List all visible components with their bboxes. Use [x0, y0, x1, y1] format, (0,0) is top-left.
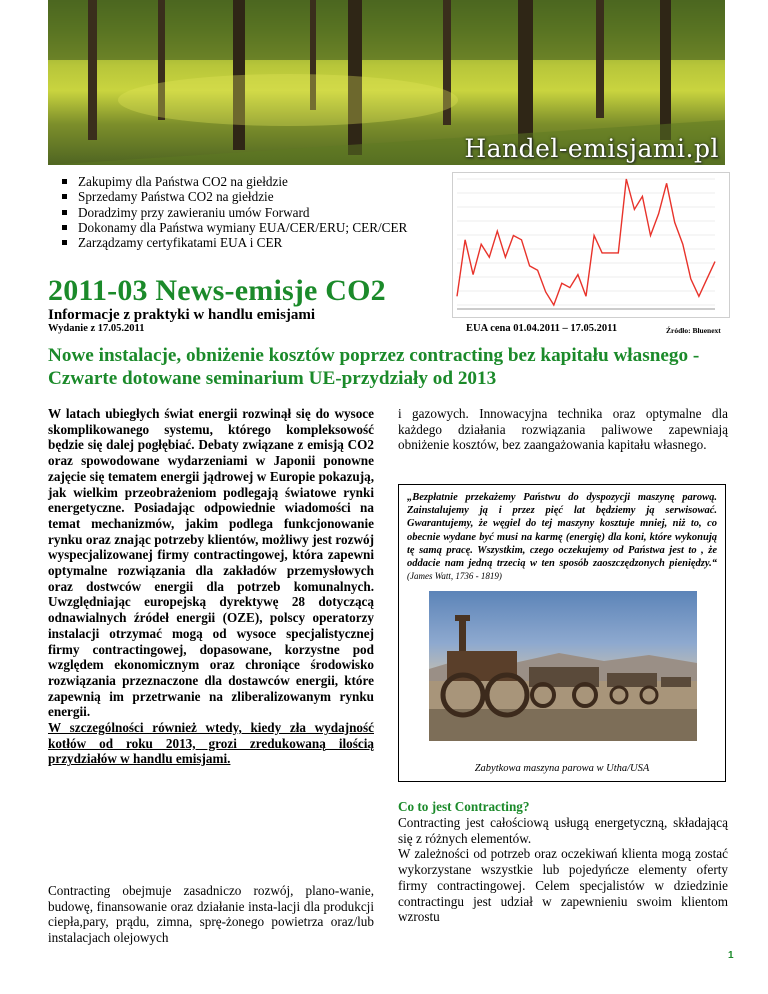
header-banner — [48, 0, 725, 165]
list-item: Zarządzamy certyfikatami EUA i CER — [62, 235, 462, 250]
price-chart-svg — [453, 173, 729, 317]
list-item: Doradzimy przy zawieraniu umów Forward — [62, 205, 462, 220]
contracting-paragraph: Contracting obejmuje zasadniczo rozwój, plano-wanie, budowę, finansowanie oraz działanie insta-lacji dla produkcji ciepła,pary, prądu, zimna, sprę-żonego powietrza oraz/lub instalacjach olejowych — [48, 883, 374, 946]
list-item: Zakupimy dla Państwa CO2 na giełdzie — [62, 174, 462, 189]
right-intro-paragraph: i gazowych. Innowacyjna technika oraz optymalne dla każdego działania rozwiązania paliwowe zapewniają obniżenie kosztów, bez zaangażowania kapitału własnego. — [398, 406, 728, 453]
page-subtitle: Informacje z praktyki w handlu emisjami — [48, 307, 316, 323]
section-heading: Co to jest Contracting? — [398, 799, 530, 814]
steam-engine-illustration — [429, 591, 697, 741]
steam-engine-photo — [429, 591, 697, 741]
photo-caption: Zabytkowa maszyna parowa w Utha/USA — [474, 763, 650, 774]
edition-date: Wydanie z 17.05.2011 — [48, 323, 145, 334]
page-title: 2011-03 News-emisje CO2 — [48, 274, 386, 307]
section-paragraph: W zależności od potrzeb oraz oczekiwań klienta mogą zostać wykorzystane wszystkie lub pojedyńcze elementy oferty firmy contractingowej. Celem specjalistów w dziedzinie contractingu jest udział w zapewnieniu swoim klientom wzrostu — [398, 846, 728, 925]
chart-caption: EUA cena 01.04.2011 – 17.05.2011 — [466, 323, 618, 334]
intro-paragraph: W latach ubiegłych świat energii rozwinął się do wysoce skomplikowanego systemu, którego kompleksowość będzie się dalej pogłębiać. Debaty związane z emisją CO2 oraz spowodowane wydarzeniami w Japonii ponowne zajęcie się tematem energii jądrowej w Europie pokazują, jak wielkim przeobrażeniom podlegają światowe rynki energetyczne. Posiadając odpowiednie wiadomości na temat mechanizmów, jakim podlega funkcjonowanie rynku oraz znając potrzeby klientów, możliwy jest rozwój wyspecjalizowanej firmy contractingowej, która zapewni optymalne rozwiązania dla zakładów przemysłowych oraz dostwców energii dla potrzeb komunalnych. Uwzględniając europejską dyrektywę 28 dotyczącą odnawialnych źródeł energii (OZE), polscy operatorzy instalacji otrzymać mogą od wysoce specjalistycznej firmy contractingowej, dopasowane, korzystne pod względem ekonomicznym oraz chroniące środowisko rozwiązania przeznaczone dla dostawców energii, które zapewnią im przetrwanie na zliberalizowanym rynku energii. — [48, 406, 374, 720]
chart-source: Źródło: Bluenext — [666, 326, 721, 335]
price-chart — [452, 172, 730, 318]
price-series-line — [457, 179, 715, 305]
quote-author: (James Watt, 1736 - 1819) — [407, 571, 502, 582]
page-number: 1 — [728, 950, 734, 961]
quote-box — [398, 484, 726, 782]
quote-text — [407, 491, 717, 583]
article-headline: Nowe instalacje, obniżenie kosztów poprzez contracting bez kapitału własnego - Czwarte dotowane seminarium UE-przydziały od 2013 — [48, 345, 700, 389]
brand-logo-text: Handel-emisjami.pl — [464, 134, 719, 163]
section-body — [398, 815, 728, 925]
list-item: Sprzedamy Państwa CO2 na giełdzie — [62, 189, 462, 204]
highlight-paragraph: W szczególności również wtedy, kiedy zła wydajność kotłów od roku 2013, grozi zredukowaną ilością przydziałów w handlu emisjami. — [48, 720, 374, 767]
list-item: Dokonamy dla Państwa wymiany EUA/CER/ERU; CER/CER — [62, 220, 462, 235]
services-list — [62, 174, 462, 250]
quote-body: „Bezpłatnie przekażemy Państwu do dyspozycji maszynę parową. Zainstalujemy ją i przez pięć lat będziemy ją serwisować. Gwarantujemy, że węgiel do tej maszyny kosztuje mniej, niż to, co obecnie wydane być musi na karmę (energię) dla koni, które wykonują tę samą pracę. Wszystkim, czego oczekujemy od Państwa jest to , że oddacie nam jedną trzecią w ten sposób zaoszczędzonych pieniędzy.“ — [407, 492, 717, 570]
section-paragraph: Contracting jest całościową usługą energetyczną, składającą się z różnych elementów. — [398, 815, 728, 846]
article-left-column — [48, 406, 374, 767]
